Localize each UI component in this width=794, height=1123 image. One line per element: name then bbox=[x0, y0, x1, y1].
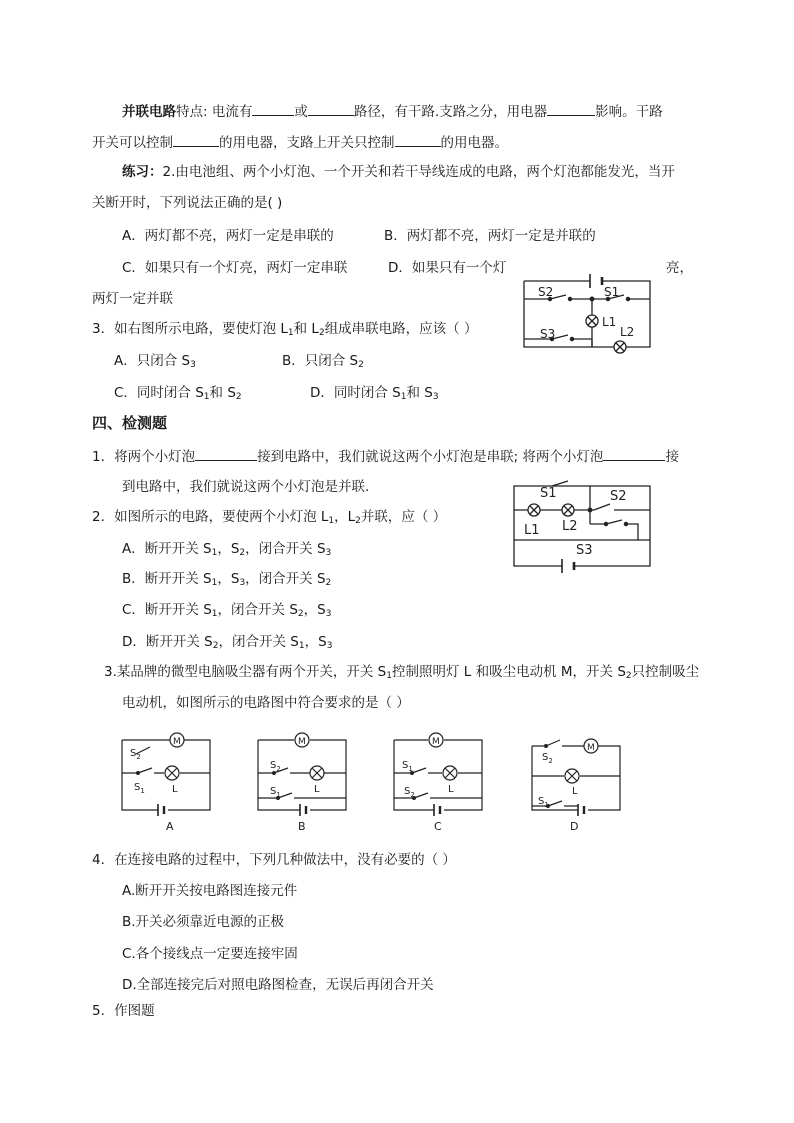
section4-q4: 4．在连接电路的过程中，下列几种做法中，没有必要的（ ） bbox=[92, 852, 456, 868]
parallel-line-1: 并联电路特点: 电流有 或 路径，有干路.支路之分，用电器 影响。干路 bbox=[122, 101, 663, 121]
label-l2: L2 bbox=[562, 519, 578, 534]
label-s3: S3 bbox=[540, 327, 556, 341]
svg-text:S2: $S_2$ bbox=[130, 748, 141, 761]
label-l2: L2 bbox=[620, 325, 635, 339]
blank bbox=[603, 446, 665, 461]
svg-text:S2: $S_2$ bbox=[270, 760, 281, 773]
caption-b: B bbox=[298, 820, 306, 833]
blank bbox=[173, 132, 219, 147]
practice-option-c: C．如果只有一个灯亮，两灯一定串联 bbox=[122, 260, 348, 276]
blank bbox=[308, 101, 354, 116]
svg-text:L: L bbox=[172, 784, 178, 795]
svg-text:M: M bbox=[173, 737, 181, 747]
blank bbox=[547, 101, 595, 116]
circuit-diagram-3-option-b bbox=[254, 728, 354, 838]
section4-q2-option-c: C．断开开关 $S_1$，闭合开关 $S_2$，$S_3$ bbox=[122, 602, 332, 619]
circuit-diagram-3-option-c bbox=[390, 728, 490, 838]
practice-q3-option-b: B．只闭合 $S_2$ bbox=[282, 353, 364, 370]
parallel-label: 并联电路 bbox=[122, 104, 176, 120]
practice-option-d-tail: 亮， bbox=[666, 260, 693, 276]
label-s2: S2 bbox=[610, 489, 627, 504]
section4-q2: 2．如图所示的电路，要使两个小灯泡 $L_1$，$L_2$并联，应（ ） bbox=[92, 509, 447, 526]
svg-text:L: L bbox=[314, 784, 320, 795]
svg-text:S1: $S_1$ bbox=[270, 786, 281, 799]
section4-q1: 1．将两个小灯泡 接到电路中，我们就说这两个小灯泡是串联; 将两个小灯泡 接 bbox=[92, 446, 679, 466]
section4-q4-option-b: B.开关必须靠近电源的正极 bbox=[122, 914, 285, 930]
practice-label: 练习： bbox=[122, 164, 163, 180]
practice-q3-option-a: A．只闭合 $S_3$ bbox=[114, 353, 196, 370]
section-4-title: 四、检测题 bbox=[92, 414, 168, 432]
practice-q3-option-d: D．同时闭合 $S_1$和 $S_3$ bbox=[310, 385, 439, 402]
section4-q2-option-d: D．断开开关 $S_2$，闭合开关 $S_1$，$S_3$ bbox=[122, 634, 333, 651]
practice-option-a: A．两灯都不亮，两灯一定是串联的 bbox=[122, 228, 334, 244]
practice-option-d: D．如果只有一个灯 bbox=[388, 260, 507, 276]
circuit-diagram-3-option-d bbox=[528, 728, 628, 838]
practice-q3: 3．如右图所示电路，要使灯泡 $L_1$和 $L_2$组成串联电路，应该（ ） bbox=[92, 321, 478, 338]
label-s1: S1 bbox=[604, 285, 620, 299]
blank bbox=[252, 101, 294, 116]
practice-q2-line1: 练习：2.由电池组、两个小灯泡、一个开关和若干导线连成的电路，两个灯泡都能发光，当开 bbox=[122, 164, 675, 180]
section4-q4-option-c: C.各个接线点一定要连接牢固 bbox=[122, 946, 298, 962]
section4-q2-option-b: B．断开开关 $S_1$，$S_3$，闭合开关 $S_2$ bbox=[122, 571, 332, 588]
caption-a: A bbox=[166, 820, 174, 833]
blank bbox=[395, 132, 441, 147]
svg-text:L: L bbox=[448, 784, 454, 795]
section4-q2-option-a: A．断开开关 $S_1$，$S_2$，闭合开关 $S_3$ bbox=[122, 541, 332, 558]
circuit-diagram-3-option-a bbox=[118, 728, 218, 838]
label-s1: S1 bbox=[540, 486, 557, 501]
section4-q3-line1: 3.某品牌的微型电脑吸尘器有两个开关，开关 $S_1$控制照明灯 L 和吸尘电动机 M，开关 $S_2$只控制吸尘 bbox=[104, 664, 700, 681]
label-l1: L1 bbox=[524, 523, 540, 538]
practice-q2-line2: 关断开时，下列说法正确的是( ) bbox=[92, 195, 283, 211]
section4-q3-line2: 电动机，如图所示的电路图中符合要求的是（ ） bbox=[122, 695, 410, 711]
parallel-line-2: 开关可以控制 的用电器，支路上开关只控制 的用电器。 bbox=[92, 132, 508, 152]
blank bbox=[195, 446, 257, 461]
label-s3: S3 bbox=[576, 543, 593, 558]
section4-q1-line2: 到电路中，我们就说这两个小灯泡是并联. bbox=[122, 479, 370, 495]
svg-text:S1: $S_1$ bbox=[134, 782, 145, 795]
svg-text:S2: $S_2$ bbox=[542, 752, 553, 765]
section4-q5: 5．作图题 bbox=[92, 1003, 155, 1019]
caption-d: D bbox=[570, 820, 579, 833]
label-s2: S2 bbox=[538, 285, 554, 299]
section4-q4-option-a: A.断开开关按电路图连接元件 bbox=[122, 883, 298, 899]
section4-q4-option-d: D.全部连接完后对照电路图检查，无误后再闭合开关 bbox=[122, 977, 434, 993]
svg-text:S2: $S_2$ bbox=[404, 786, 415, 799]
svg-text:L: L bbox=[572, 786, 578, 797]
practice-q3-option-c: C．同时闭合 $S_1$和 $S_2$ bbox=[114, 385, 242, 402]
label-l1: L1 bbox=[602, 315, 617, 329]
circuit-diagram-1 bbox=[520, 275, 660, 355]
svg-text:M: M bbox=[298, 737, 306, 747]
practice-option-b: B．两灯都不亮，两灯一定是并联的 bbox=[384, 228, 596, 244]
caption-c: C bbox=[434, 820, 442, 833]
svg-text:S1: $S_1$ bbox=[538, 796, 549, 809]
circuit-diagram-2 bbox=[510, 480, 660, 572]
practice-option-d-line2: 两灯一定并联 bbox=[92, 291, 173, 307]
svg-text:S1: $S_1$ bbox=[402, 760, 413, 773]
svg-text:M: M bbox=[587, 743, 595, 753]
svg-text:M: M bbox=[432, 737, 440, 747]
